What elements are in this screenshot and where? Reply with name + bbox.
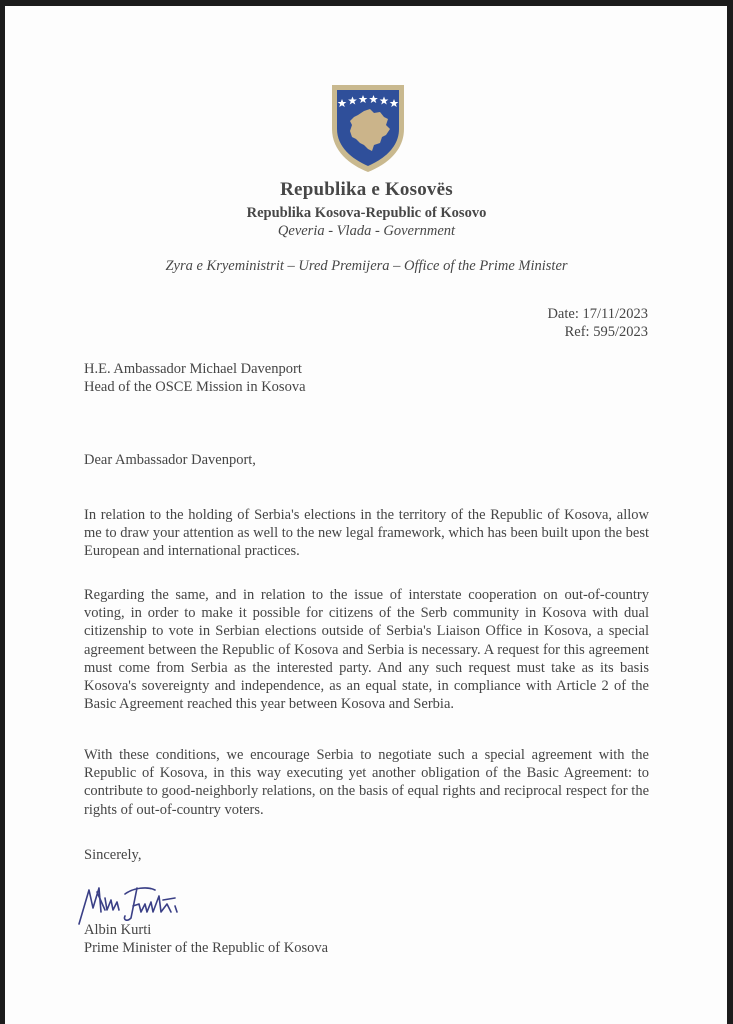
- recipient-title: Head of the OSCE Mission in Kosova: [84, 379, 306, 395]
- coat-of-arms-icon: [328, 79, 408, 175]
- body-paragraph-3: With these conditions, we encourage Serbia to negotiate such a special agreement with the Republic of Kosova, in this way executing yet another obligation of the Basic Agreement: to contribute to good-neighborly relations, on the basis of equal rights and reciprocal respect for the rights of out-of-country voters.: [84, 747, 649, 818]
- letterhead-government: Qeveria - Vlada - Government: [277, 223, 456, 239]
- signer-name: Albin Kurti: [84, 922, 152, 938]
- body-paragraph-1: In relation to the holding of Serbia's elections in the territory of the Republic of Kosova, allow me to draw your attention as well to the new legal framework, which has been built upon the best European and international practices.: [84, 507, 649, 560]
- signature-icon: [75, 878, 193, 928]
- letter-reference: Ref: 595/2023: [564, 324, 648, 340]
- letterhead-subtitle: Republika Kosova-Republic of Kosovo: [246, 205, 487, 221]
- signer-title: Prime Minister of the Republic of Kosova: [84, 940, 329, 956]
- letter-date: Date: 17/11/2023: [547, 306, 648, 322]
- letterhead-title: Republika e Kosovës: [280, 179, 453, 200]
- salutation: Dear Ambassador Davenport,: [84, 452, 256, 468]
- letter-page: [5, 6, 727, 1024]
- letterhead-office: Zyra e Kryeministrit – Ured Premijera – Office of the Prime Minister: [165, 258, 568, 274]
- valediction: Sincerely,: [84, 847, 142, 863]
- recipient-name: H.E. Ambassador Michael Davenport: [84, 361, 302, 377]
- body-paragraph-2: Regarding the same, and in relation to the issue of interstate cooperation on out-of-country voting, in order to make it possible for citizens of the Serb community in Kosova with dual citizenship to vote in Serbian elections outside of Serbia's Liaison Office in Kosova, a special agreement between the Republic of Kosova and Serbia is necessary. A request for this agreement must come from Serbia as the interested party. And any such request must take as its basis Kosova's sovereignty and independence, as an equal state, in compliance with Article 2 of the Basic Agreement reached this year between Kosova and Serbia.: [84, 587, 649, 713]
